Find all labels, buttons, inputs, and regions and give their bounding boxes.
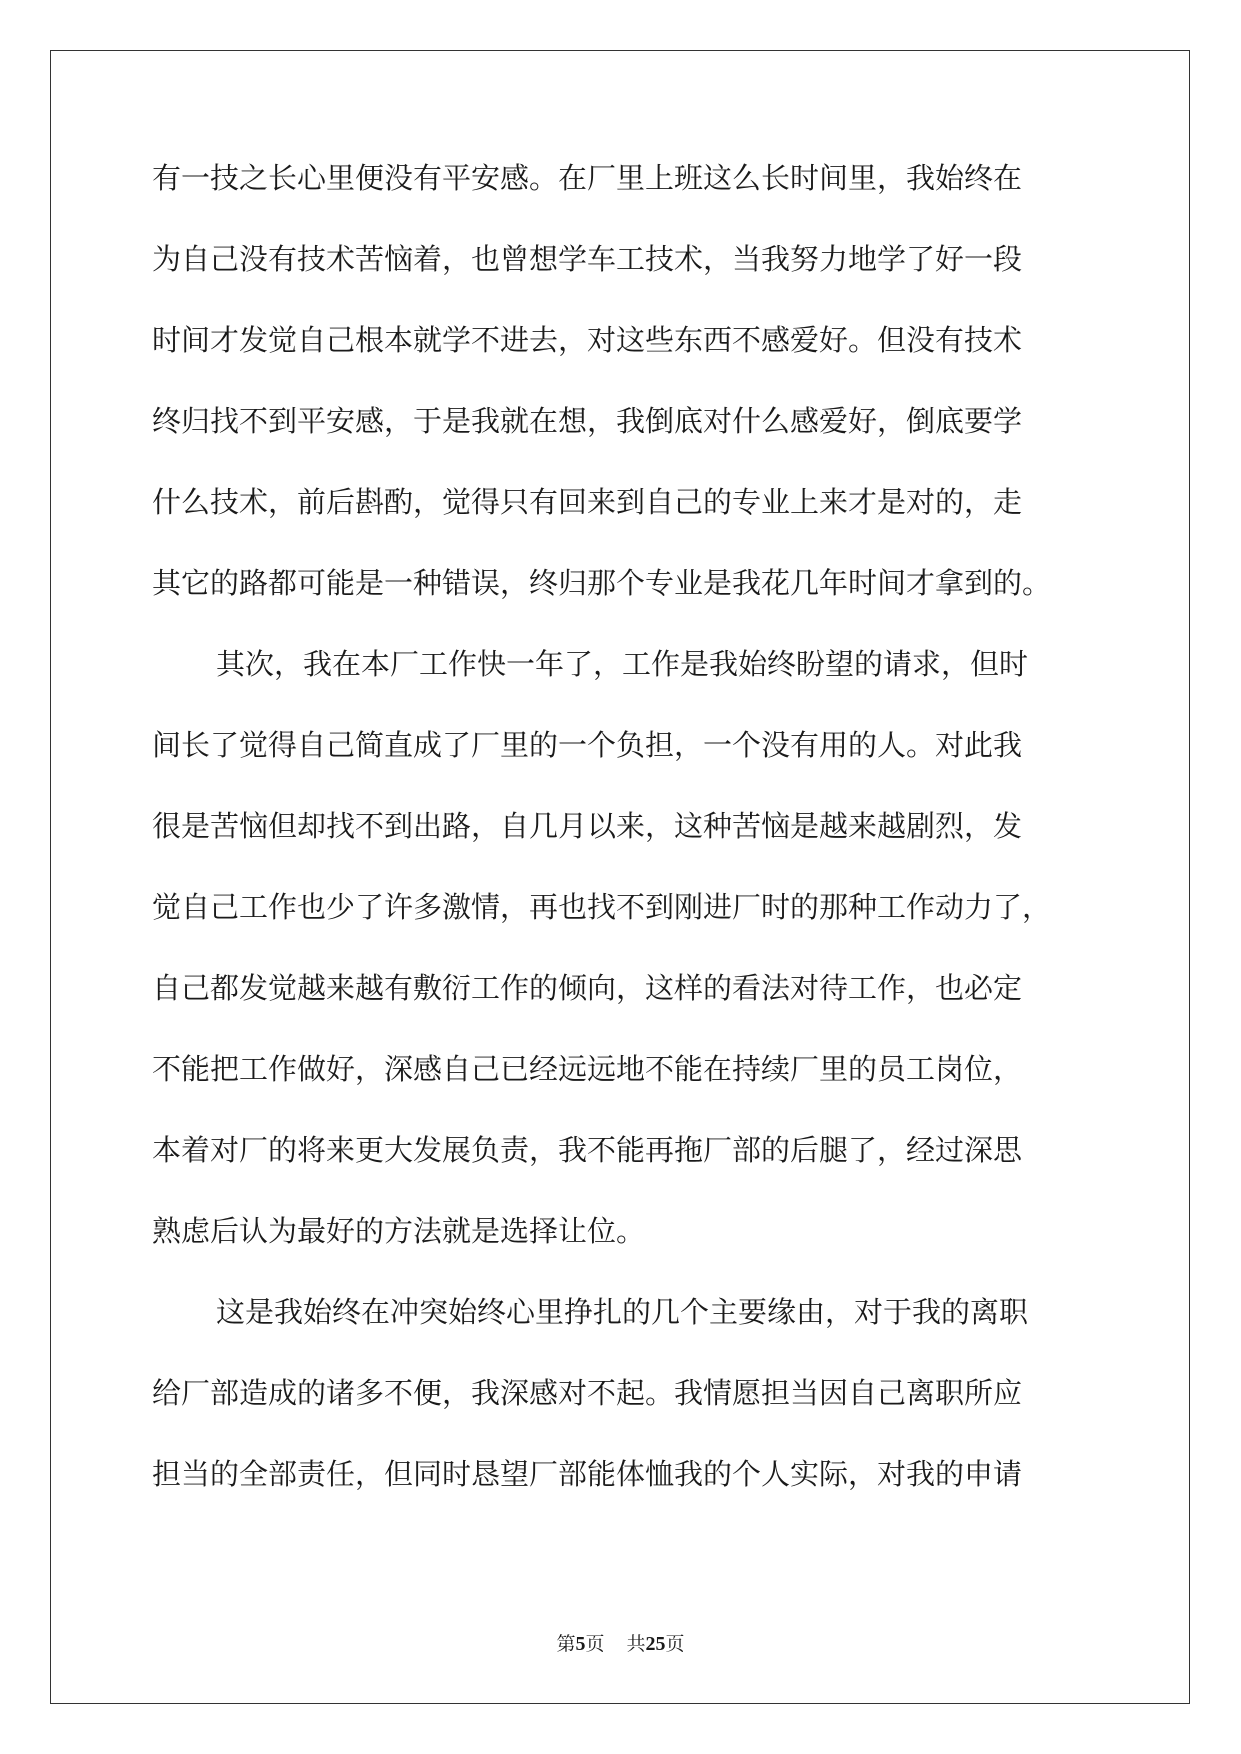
text-line: 很是苦恼但却找不到出路，自几月以来，这种苦恼是越来越剧烈，发 <box>152 809 1023 843</box>
text-line: 有一技之长心里便没有平安感。在厂里上班这么长时间里，我始终在 <box>152 161 1023 195</box>
text-line: 什么技术，前后斟酌，觉得只有回来到自己的专业上来才是对的，走 <box>152 485 1023 519</box>
text-line: 终归找不到平安感，于是我就在想，我倒底对什么感爱好，倒底要学 <box>152 404 1023 438</box>
text-line: 自己都发觉越来越有敷衍工作的倾向，这样的看法对待工作，也必定 <box>152 971 1023 1005</box>
footer-total-suffix: 页 <box>665 1633 685 1655</box>
text-line: 其次，我在本厂工作快一年了，工作是我始终盼望的请求，但时 <box>216 647 1029 681</box>
text-line: 为自己没有技术苦恼着，也曾想学车工技术，当我努力地学了好一段 <box>152 242 1023 276</box>
text-line: 熟虑后认为最好的方法就是选择让位。 <box>152 1214 646 1248</box>
footer-total-prefix: 共 <box>626 1633 646 1655</box>
text-line: 本着对厂的将来更大发展负责，我不能再拖厂部的后腿了，经过深思 <box>152 1133 1023 1167</box>
text-line: 其它的路都可能是一种错误，终归那个专业是我花几年时间才拿到的。 <box>152 566 1052 600</box>
footer-page-number: 5 <box>575 1633 586 1655</box>
text-line: 这是我始终在冲突始终心里挣扎的几个主要缘由，对于我的离职 <box>216 1295 1029 1329</box>
footer-total-pages: 25 <box>645 1633 666 1655</box>
page-footer <box>0 1629 1241 1656</box>
text-line: 时间才发觉自己根本就学不进去，对这些东西不感爱好。但没有技术 <box>152 323 1023 357</box>
document-body <box>152 160 1092 1537</box>
text-line: 觉自己工作也少了许多激情，再也找不到刚进厂时的那种工作动力了， <box>152 890 1052 924</box>
text-line: 担当的全部责任，但同时恳望厂部能体恤我的个人实际，对我的申请 <box>152 1457 1023 1491</box>
footer-page-prefix: 第 <box>556 1633 576 1655</box>
text-line: 间长了觉得自己简直成了厂里的一个负担，一个没有用的人。对此我 <box>152 728 1023 762</box>
text-line: 给厂部造成的诸多不便，我深感对不起。我情愿担当因自己离职所应 <box>152 1376 1023 1410</box>
footer-page-suffix: 页 <box>585 1633 605 1655</box>
text-line: 不能把工作做好，深感自己已经远远地不能在持续厂里的员工岗位， <box>152 1052 1023 1086</box>
